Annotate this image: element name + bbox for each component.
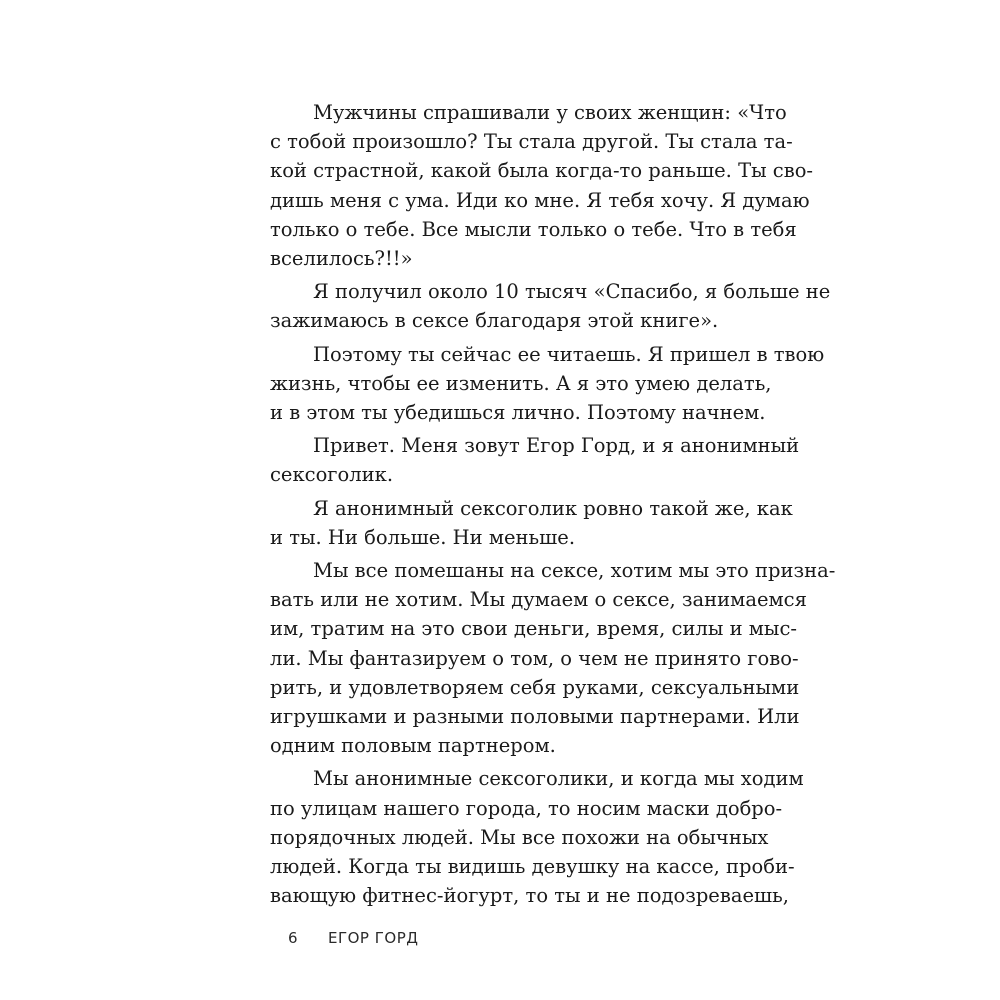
page-number: 6 [288,929,298,948]
text-line: вселилось?!!» [270,247,413,270]
text-line: Мы анонимные сексоголики, и когда мы ходим [313,767,804,791]
running-footer-author: ЕГОР ГОРД [328,929,419,948]
text-line: жизнь, чтобы ее изменить. А я это умею делать, [270,371,772,395]
text-line: ли. Мы фантазируем о том, о чем не принято гово- [270,646,799,670]
text-line: и в этом ты убедишься лично. Поэтому начнем. [270,401,766,424]
text-line: только о тебе. Все мысли только о тебе. Что в тебя [270,217,797,241]
text-line: порядочных людей. Мы все похожи на обычных [270,825,769,849]
text-line: Поэтому ты сейчас ее читаешь. Я пришел в твою [313,342,825,366]
text-line: Привет. Меня зовут Егор Горд, и я анонимный [313,434,800,458]
text-line: дишь меня с ума. Иди ко мне. Я тебя хочу. Я думаю [270,188,810,212]
text-line: кой страстной, какой была когда-то раньше. Ты сво- [270,159,814,183]
text-line: вающую фитнес-йогурт, то ты и не подозреваешь, [270,884,789,908]
text-line: Мы все помешаны на сексе, хотим мы это призна- [313,559,836,582]
text-line: по улицам нашего города, то носим маски добро- [270,796,783,820]
text-line: Я получил около 10 тысяч «Спасибо, я больше не [313,280,831,304]
text-line: и ты. Ни больше. Ни меньше. [270,525,576,549]
text-line: с тобой произошло? Ты стала другой. Ты стала та- [270,130,793,154]
text-line: Мужчины спрашивали у своих женщин: «Что [313,101,787,124]
text-line: одним половым партнером. [270,734,556,758]
text-line: зажимаюсь в сексе благодаря этой книге». [270,309,719,333]
text-line: Я анонимный сексоголик ровно такой же, как [313,496,793,520]
text-line: вать или не хотим. Мы думаем о сексе, занимаемся [270,588,807,612]
text-line: им, тратим на это свои деньги, время, силы и мыс- [270,617,797,641]
text-line: рить, и удовлетворяем себя руками, сексуальными [270,675,800,699]
text-line: людей. Когда ты видишь девушку на кассе, проби- [270,855,795,878]
text-line: сексоголик. [270,463,394,487]
text-line: игрушками и разными половыми партнерами. Или [270,705,800,728]
